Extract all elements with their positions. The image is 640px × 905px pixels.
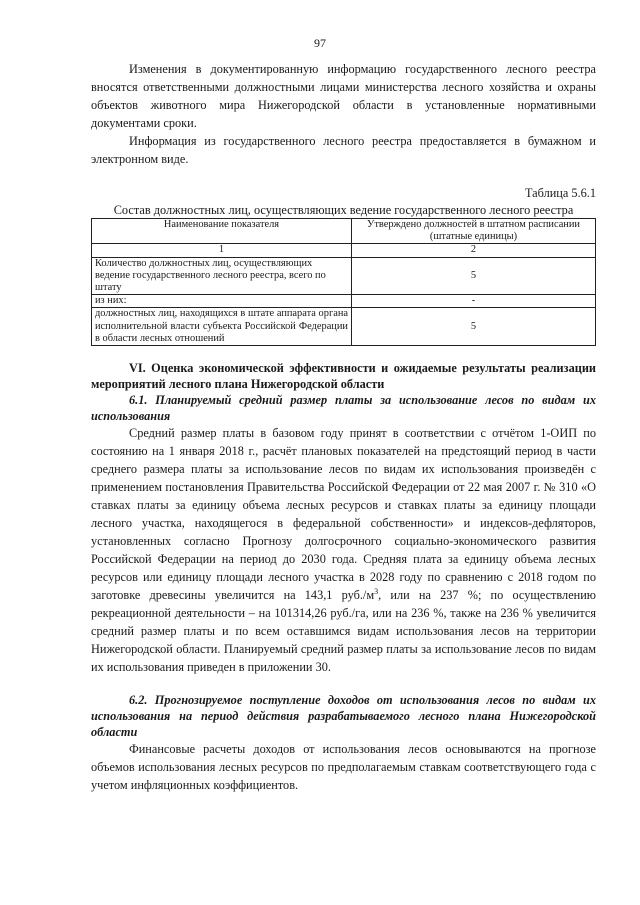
- row-value: 5: [352, 308, 596, 346]
- page-number: 97: [314, 36, 326, 50]
- subsection-6-2-title: 6.2. Прогнозируемое поступление доходов от использования лесов по видам их использования на период действия разрабатываемого лесного плана Нижегородской области: [91, 693, 596, 740]
- column-number-1: 1: [92, 244, 352, 257]
- table-caption: Таблица 5.6.1: [524, 186, 596, 200]
- table-number-row: [92, 244, 596, 257]
- row-label: должностных лиц, находящихся в штате аппарата органа исполнительной власти субъекта Российской Федерации в области лесных отношений: [92, 308, 352, 346]
- header-approved-positions: Утверждено должностей в штатном расписании (штатные единицы): [352, 219, 596, 244]
- row-label: из них:: [92, 295, 352, 308]
- section-6-title: VI. Оценка экономической эффективности и ожидаемые результаты реализации мероприятий лесного плана Нижегородской области: [91, 361, 596, 392]
- row-value: 5: [352, 257, 596, 295]
- row-label: Количество должностных лиц, осуществляющих ведение государственного лесного реестра, всего по штату: [92, 257, 352, 295]
- table-header-row: [92, 219, 596, 244]
- superscript-cubic: 3: [374, 586, 379, 596]
- column-number-2: 2: [352, 244, 596, 257]
- subsection-6-1-text: [91, 424, 596, 676]
- page-content: [91, 60, 596, 794]
- paragraph-registry-changes: Изменения в документированную информацию государственного лесного реестра вносятся ответственными должностными лицами министерства лесного хозяйства и охраны объектов животного мира Нижегородской области в установленные нормативными документами сроки.: [91, 62, 596, 130]
- table-row: [92, 257, 596, 295]
- officials-table: [91, 218, 596, 346]
- table-row: [92, 308, 596, 346]
- header-indicator-name: Наименование показателя: [92, 219, 352, 244]
- table-row: [92, 295, 596, 308]
- paragraph-registry-info: Информация из государственного лесного реестра предоставляется в бумажном и электронном виде.: [91, 134, 596, 166]
- subsection-6-2-text: Финансовые расчеты доходов от использования лесов основываются на прогнозе объемов использования лесных ресурсов по предполагаемым ставкам соответствующего года с учетом инфляционных коэффициентов.: [91, 742, 596, 793]
- table-title: Состав должностных лиц, осуществляющих ведение государственного лесного реестра: [113, 203, 574, 217]
- subsection-6-1-title: 6.1. Планируемый средний размер платы за использование лесов по видам их использования: [91, 393, 596, 424]
- text-part-b: , или на 237 %; по осуществлению рекреационной деятельности – на 101314,26 руб./га, или на 236 %, также на 236 % увеличится средний размер платы и по всем оставшимся видам использования лесов на территории Нижегородской области. Планируемый средний размер платы за использование лесов по видам их использования приведен в приложении 30.: [91, 588, 596, 675]
- row-value: -: [352, 295, 596, 308]
- text-part-a: Средний размер платы в базовом году принят в соответствии с отчётом 1-ОИП по состоянию на 1 января 2018 г., расчёт плановых показателей на предстоящий период в части среднего размера платы за использование лесов по видам их использования произведён с применением постановления Правительства Российской Федерации от 22 мая 2007 г. № 310 «О ставках платы за единицу объема лесных ресурсов и ставках платы за единицу площади лесного участка, находящегося в федеральной собственности» и индексов-дефляторов, установленных согласно Прогнозу долгосрочного социально-экономического развития Российской Федерации на период до 2030 года. Средняя плата за единицу объема лесных ресурсов или единицу площади лесного участка в 2028 году по сравнению с 2018 годом по заготовке древесины увеличится на 143,1 руб./м: [91, 426, 596, 603]
